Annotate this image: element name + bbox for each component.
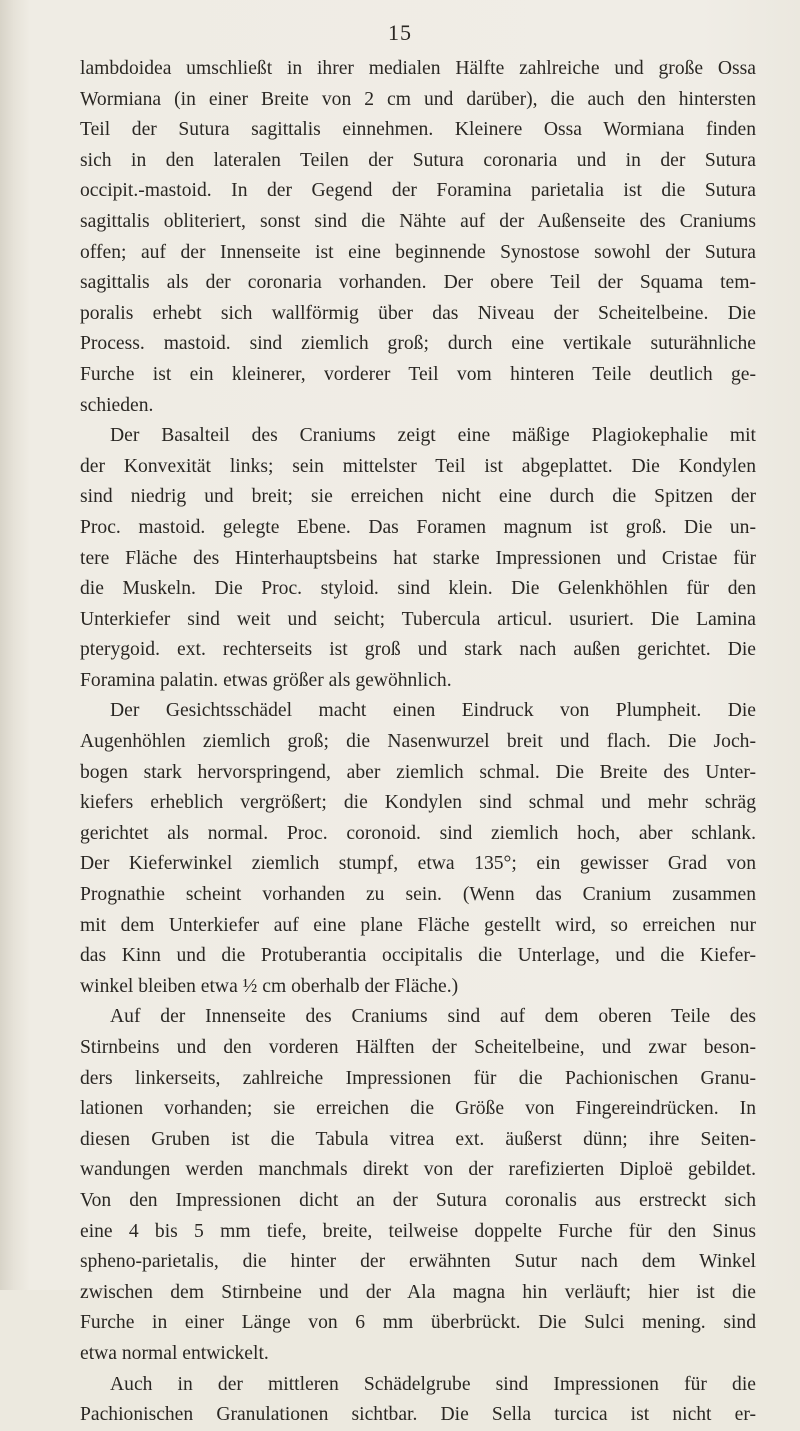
- paragraph: [80, 54, 756, 421]
- text-line: Auf der Innenseite des Craniums sind auf dem oberen Teile des: [110, 1006, 756, 1028]
- text-line: sich in den lateralen Teilen der Sutura coronaria und in der Sutura: [80, 149, 756, 171]
- text-line: lationen vorhanden; sie erreichen die Größe von Fingereindrücken. In: [80, 1098, 756, 1120]
- text-line: poralis erhebt sich wallförmig über das Niveau der Scheitelbeine. Die: [80, 302, 756, 324]
- text-line: Foramina palatin. etwas größer als gewöhnlich.: [80, 669, 452, 691]
- text-line: Auch in der mittleren Schädelgrube sind Impressionen für die: [110, 1373, 756, 1395]
- text-line: Wormiana (in einer Breite von 2 cm und darüber), die auch den hintersten: [80, 88, 756, 110]
- text-line: schieden.: [80, 394, 154, 416]
- text-line: sagittalis als der coronaria vorhanden. Der obere Teil der Squama tem-: [80, 272, 756, 294]
- text-line: Der Kieferwinkel ziemlich stumpf, etwa 135°; ein gewisser Grad von: [80, 853, 756, 875]
- text-line: Furche in einer Länge von 6 mm überbrückt. Die Sulci mening. sind: [80, 1312, 756, 1334]
- text-line: etwa normal entwickelt.: [80, 1342, 269, 1364]
- text-line: ders linkerseits, zahlreiche Impressionen für die Pachionischen Granu-: [80, 1067, 756, 1089]
- text-line: wandungen werden manchmals direkt von der rarefizierten Diploë gebildet.: [80, 1159, 756, 1181]
- text-line: sagittalis obliteriert, sonst sind die Nähte auf der Außenseite des Craniums: [80, 210, 756, 232]
- text-line: Furche ist ein kleinerer, vorderer Teil vom hinteren Teile deutlich ge-: [80, 363, 756, 385]
- text-line: tere Fläche des Hinterhauptsbeins hat starke Impressionen und Cristae für: [80, 547, 756, 569]
- text-line: eine 4 bis 5 mm tiefe, breite, teilweise doppelte Furche für den Sinus: [80, 1220, 756, 1242]
- text-line: Pachionischen Granulationen sichtbar. Die Sella turcica ist nicht er-: [80, 1404, 756, 1426]
- text-line: occipit.-mastoid. In der Gegend der Foramina parietalia ist die Sutura: [80, 180, 756, 202]
- text-line: Der Gesichtsschädel macht einen Eindruck von Plumpheit. Die: [110, 700, 756, 722]
- text-line: der Konvexität links; sein mittelster Teil ist abgeplattet. Die Kondylen: [80, 455, 756, 477]
- text-line: Von den Impressionen dicht an der Sutura coronalis aus erstreckt sich: [80, 1189, 756, 1211]
- text-line: lambdoidea umschließt in ihrer medialen Hälfte zahlreiche und große Ossa: [80, 58, 756, 79]
- text-line: die Muskeln. Die Proc. styloid. sind klein. Die Gelenkhöhlen für den: [80, 578, 756, 600]
- text-line: zwischen dem Stirnbeine und der Ala magna hin verläuft; hier ist die: [80, 1281, 756, 1303]
- text-line: pterygoid. ext. rechterseits ist groß und stark nach außen gerichtet. Die: [80, 639, 756, 661]
- paragraph: [80, 696, 756, 1002]
- text-line: mit dem Unterkiefer auf eine plane Fläche gestellt wird, so erreichen nur: [80, 914, 756, 936]
- text-line: sind niedrig und breit; sie erreichen nicht eine durch die Spitzen der: [80, 486, 756, 508]
- body-text: [80, 54, 756, 1431]
- paragraph: [80, 421, 756, 696]
- text-line: Unterkiefer sind weit und seicht; Tubercula articul. usuriert. Die Lamina: [80, 608, 756, 630]
- paragraph: [80, 1370, 756, 1431]
- text-line: Stirnbeins und den vorderen Hälften der Scheitelbeine, und zwar beson-: [80, 1037, 756, 1058]
- text-line: Proc. mastoid. gelegte Ebene. Das Foramen magnum ist groß. Die un-: [80, 516, 756, 538]
- text-line: das Kinn und die Protuberantia occipitalis die Unterlage, und die Kiefer-: [80, 945, 756, 967]
- paragraph: [80, 1002, 756, 1369]
- text-line: spheno-parietalis, die hinter der erwähnten Sutur nach dem Winkel: [80, 1251, 756, 1273]
- text-line: Augenhöhlen ziemlich groß; die Nasenwurzel breit und flach. Die Joch-: [80, 731, 756, 753]
- text-line: kiefers erheblich vergrößert; die Kondylen sind schmal und mehr schräg: [80, 792, 756, 814]
- text-line: Teil der Sutura sagittalis einnehmen. Kleinere Ossa Wormiana finden: [80, 119, 756, 141]
- text-line: bogen stark hervorspringend, aber ziemlich schmal. Die Breite des Unter-: [80, 761, 756, 783]
- text-line: gerichtet als normal. Proc. coronoid. sind ziemlich hoch, aber schlank.: [80, 822, 756, 844]
- page-number: 15: [388, 20, 412, 45]
- text-line: diesen Gruben ist die Tabula vitrea ext. äußerst dünn; ihre Seiten-: [80, 1128, 756, 1150]
- text-line: Prognathie scheint vorhanden zu sein. (Wenn das Cranium zusammen: [80, 884, 756, 906]
- text-line: winkel bleiben etwa ½ cm oberhalb der Fläche.): [80, 975, 459, 997]
- text-line: offen; auf der Innenseite ist eine beginnende Synostose sowohl der Sutura: [80, 241, 756, 263]
- text-line: Der Basalteil des Craniums zeigt eine mäßige Plagiokephalie mit: [110, 425, 756, 447]
- text-line: Process. mastoid. sind ziemlich groß; durch eine vertikale suturähnliche: [80, 333, 756, 355]
